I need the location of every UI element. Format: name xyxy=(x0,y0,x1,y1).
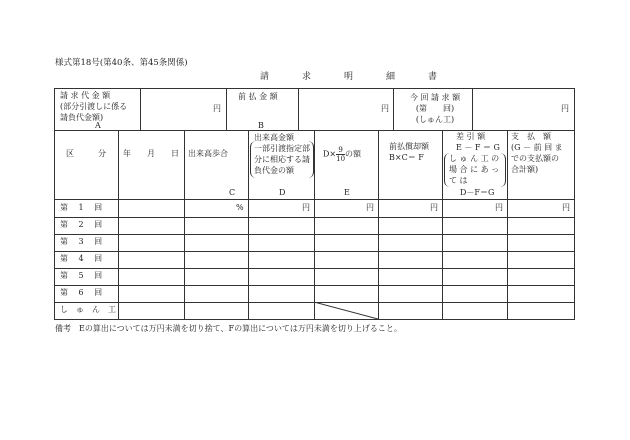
summary-right-border xyxy=(574,88,575,131)
row-label: し ゅ ん 工 xyxy=(60,305,116,314)
progress-rate-code: C xyxy=(229,188,236,197)
col-divider xyxy=(314,130,315,320)
summary-divider xyxy=(472,88,473,131)
form-number: 様式第18号(第40条、第45条関係) xyxy=(55,58,188,68)
document-title: 請 求 明 細 書 xyxy=(260,72,450,82)
advance-payment-code: B xyxy=(258,121,264,130)
summary-divider xyxy=(140,88,141,131)
advance-amortization-header: 前払償却額 B×C＝ F xyxy=(389,142,429,162)
row-label: 第 5 回 xyxy=(60,271,103,280)
progress-amount-code: D xyxy=(279,188,286,197)
current-request-label: 今 回 請 求 額 (第 回) (しゅん工) xyxy=(409,93,461,124)
progress-amount-header: 出来高金額 一部引渡指定部 分に相応する請 負代金の額 xyxy=(254,133,310,175)
unit-yen: 円 xyxy=(366,203,374,212)
progress-rate-header: 出来高歩合 xyxy=(188,149,228,158)
summary-divider xyxy=(393,88,394,131)
balance-code: D－F＝G xyxy=(460,188,495,197)
unit-yen: 円 xyxy=(495,203,503,212)
table-right-border xyxy=(574,130,575,320)
row-label: 第 4 回 xyxy=(60,254,103,263)
col-divider xyxy=(507,130,508,320)
advance-payment-unit: 円 xyxy=(381,104,389,113)
summary-left-border xyxy=(54,88,55,131)
request-amount-label: 請 求 代 金 額 (部分引渡しに係る 請負代金額) xyxy=(60,91,128,122)
request-amount-unit: 円 xyxy=(213,104,221,113)
advance-payment-label: 前 払 金 額 xyxy=(238,92,278,101)
unit-yen: 円 xyxy=(562,203,570,212)
current-request-unit: 円 xyxy=(561,104,569,113)
summary-divider xyxy=(298,88,299,131)
col-divider xyxy=(442,130,443,320)
balance-completion-note: し ゅ ん 工 の 場 合 に あ っ て は xyxy=(449,154,500,185)
remarks-note: 備考 Eの算出については万円未満を切り捨て、Fの算出については万円未満を切り上げること。 xyxy=(55,324,402,333)
d-times-nine-tenths-header: D× $\frac{9}{10}$の額 xyxy=(323,146,362,163)
balance-header: 差 引 額 E － F ＝ G xyxy=(456,132,500,152)
col-divider xyxy=(184,130,185,320)
row-label: 第 2 回 xyxy=(60,220,103,229)
unit-percent: % xyxy=(236,203,244,212)
row-label: 第 1 回 xyxy=(60,203,103,212)
col-divider xyxy=(118,130,119,320)
d-times-nine-tenths-code: E xyxy=(344,188,350,197)
unit-yen: 円 xyxy=(302,203,310,212)
col-divider xyxy=(378,130,379,320)
kubun-header: 区 分 xyxy=(66,149,106,158)
summary-divider xyxy=(226,88,227,131)
col-divider xyxy=(248,130,249,320)
payment-header: 支 払 額 (G － 前 回 ま での支払額の 合計額) xyxy=(511,132,563,174)
row-label: 第 3 回 xyxy=(60,237,103,246)
request-amount-code: A xyxy=(95,121,101,130)
diagonal-slash xyxy=(314,302,378,319)
unit-yen: 円 xyxy=(430,203,438,212)
summary-top-border xyxy=(54,88,575,89)
table-left-border xyxy=(54,130,55,320)
row-label: 第 6 回 xyxy=(60,288,103,297)
date-header: 年 月 日 xyxy=(123,149,179,158)
